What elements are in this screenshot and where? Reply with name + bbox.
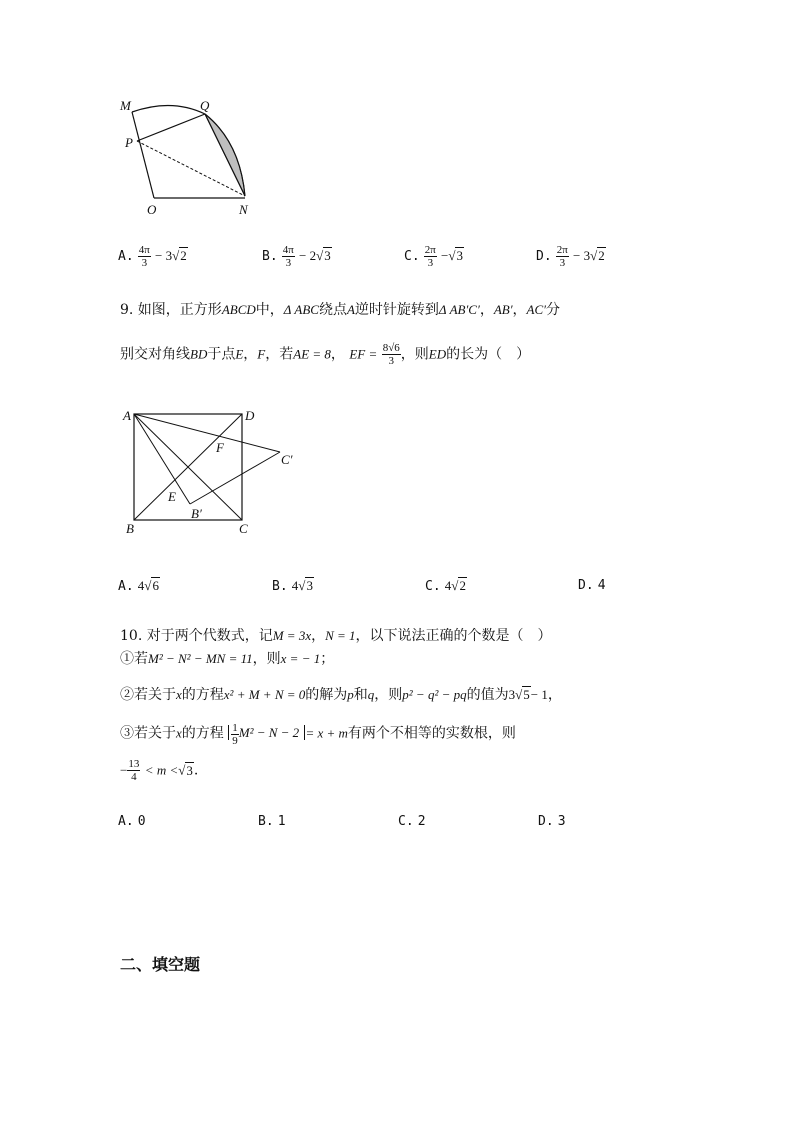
q8-option-a[interactable]: A. $\frac{4\pi}{3}$ − 3√2 [118, 244, 187, 269]
option-letter: B. [272, 579, 288, 594]
label-c: C [239, 521, 248, 536]
q9-option-a[interactable]: A. 4√6 [118, 578, 159, 594]
q9-option-b[interactable]: B. 4√3 [272, 578, 313, 594]
fraction: $\frac{4\pi}{3}$ [138, 244, 150, 269]
q10-option-d[interactable]: D. 3 [538, 814, 566, 829]
q8-option-b[interactable]: B. $\frac{4\pi}{3}$ − 2√3 [262, 244, 331, 269]
label-a: A [123, 408, 131, 423]
label-n: N [239, 202, 248, 217]
label-o: O [147, 202, 157, 217]
label-m: M [120, 98, 131, 113]
figure-sector [110, 92, 270, 222]
label-b-prime: B′ [191, 506, 202, 521]
option-letter: C. [425, 579, 441, 594]
q9-option-c[interactable]: C. 4√2 [425, 578, 466, 594]
fraction: $\frac{2\pi}{3}$ [556, 244, 568, 269]
q9-line1: 9. 如图，正方形ABCD中，Δ ABC绕点A逆时针旋转到Δ AB′C′，AB′，AC′分 [120, 302, 561, 318]
segment-b-prime-c-prime [190, 452, 280, 504]
ef-fraction: $\frac{8√6}{3}$ [382, 342, 400, 367]
segment-qn [205, 114, 245, 196]
segment-om [132, 112, 154, 198]
segment-ac-prime [134, 414, 280, 452]
label-c-prime: C′ [281, 452, 293, 467]
fraction: $\frac{2\pi}{3}$ [424, 244, 436, 269]
label-e: E [168, 489, 176, 504]
segment-pq [137, 114, 205, 141]
option-letter: D. [578, 578, 594, 593]
label-q: Q [200, 98, 210, 113]
option-letter: A. [118, 249, 134, 264]
label-d: D [245, 408, 255, 423]
q10-option-a[interactable]: A. 0 [118, 814, 146, 829]
q9-option-d[interactable]: D. 4 [578, 578, 606, 593]
label-b: B [126, 521, 134, 536]
option-letter: C. [404, 249, 420, 264]
q10-statement-1: ①若M² − N² − MN = 11，则x = − 1； [120, 651, 335, 667]
q10-line1: 10. 对于两个代数式，记M = 3x，N = 1，以下说法正确的个数是（ ） [120, 628, 552, 644]
q9-line2: 别交对角线BD于点E，F，若AE = 8， EF = $\frac{8√6}{3}$ ，则ED的长为（ ） [120, 342, 531, 367]
q10-statement-2: ②若关于x的方程x² + M + N = 0的解为p和q，则p² − q² − pq的值为3√5− 1， [120, 687, 562, 703]
figure-square [118, 402, 308, 542]
q10-option-c[interactable]: C. 2 [398, 814, 426, 829]
section-title: 二、填空题 [120, 955, 201, 974]
q8-option-d[interactable]: D. $\frac{2\pi}{3}$ − 3√2 [536, 244, 605, 269]
label-f: F [216, 440, 224, 455]
q8-option-c[interactable]: C. $\frac{2\pi}{3}$ −√3 [404, 244, 463, 269]
option-letter: A. [118, 579, 134, 594]
q10-statement-3-cont: − $\frac{13}{4}$ < m <√3. [120, 758, 199, 783]
label-p: P [125, 135, 133, 150]
q10-statement-3: ③若关于x的方程 $\frac{1}{9}$ M² − N − 2 = x + m有两个不相等的实数根，则 [120, 722, 516, 747]
option-letter: B. [262, 249, 278, 264]
option-letter: D. [536, 249, 552, 264]
fraction: $\frac{4\pi}{3}$ [282, 244, 294, 269]
segment-ab-prime [134, 414, 190, 504]
q10-option-b[interactable]: B. 1 [258, 814, 286, 829]
